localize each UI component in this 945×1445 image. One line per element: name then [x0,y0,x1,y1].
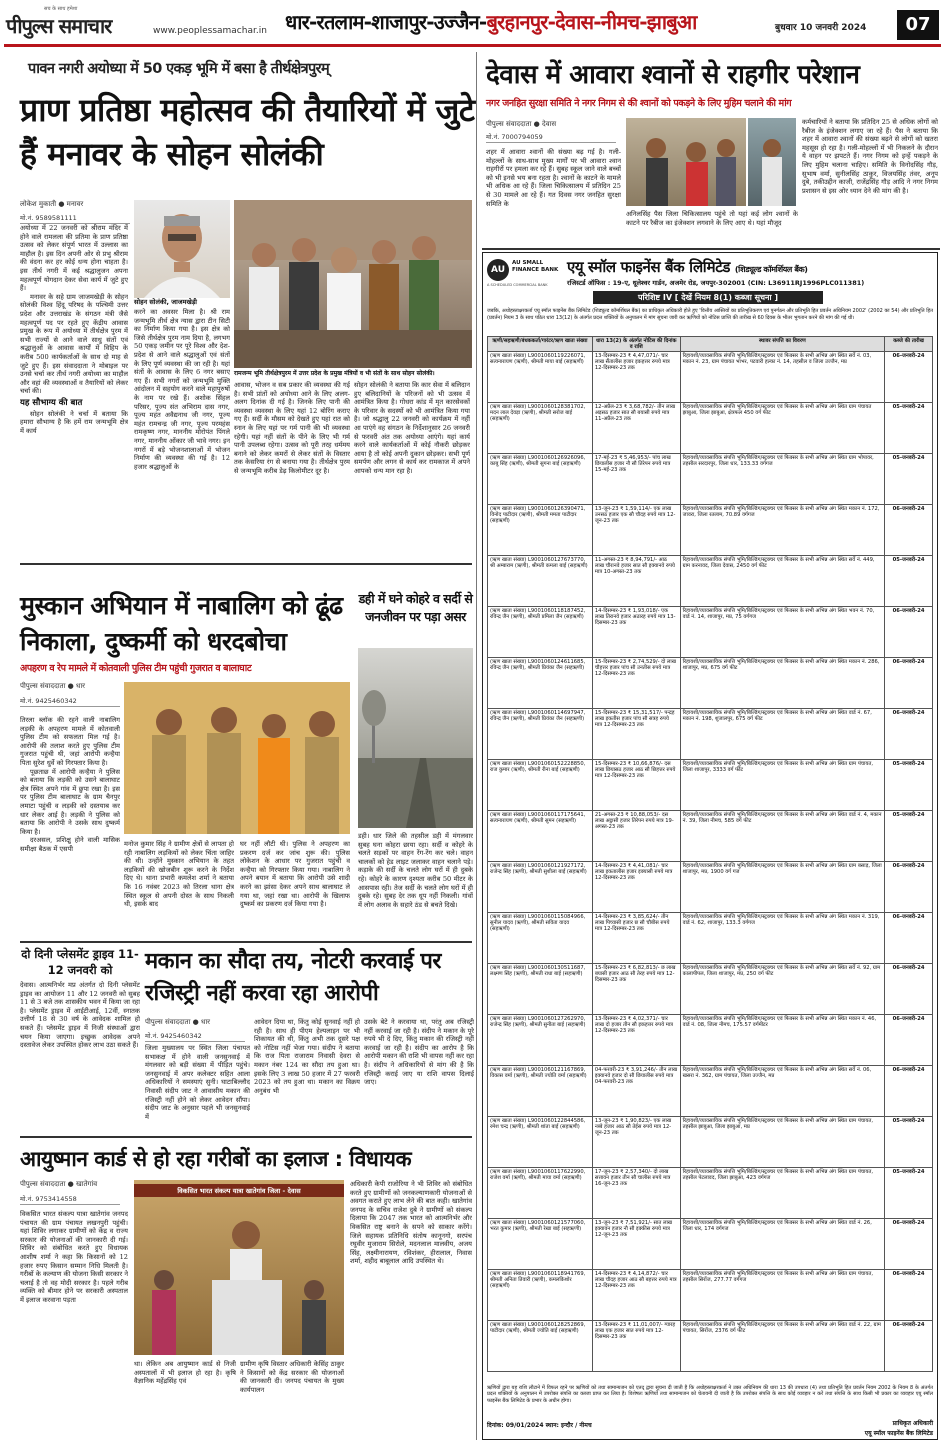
notice-table-row [488,1219,933,1270]
notice-intro: जबकि, अधोहस्ताक्षरकर्ता एयू स्मॉल फाइनेंस बैंक लिमिटेड (शिड्यूल्ड कॉमर्शियल बैंक) का प्राधिकृत अधिकारी होते हुए 'वित्तीय आस्तियों का प्रतिभूतिकरण एवं पुनर्गठन और प्रतिभूति हित प्रवर्तन अधिनियम 2002' (2002 का 54) और प्रतिभूति हित (प्रवर्तन) नियम 3 के साथ पठित धारा 13(12) के अंतर्गत प्रदत्त शक्तियों के अनुपालन में मांग सूचना जारी कर ऋणियों को नोटिस प्राप्ति की तारीख से 60 दिवस के भीतर भुगतान करने की मांग की गई थी। [487,308,933,321]
notice-cell-property: रिहायशी/व्यावसायिक संपत्ति भूमि/बिल्डिंग/स्ट्रक्चर एवं फिक्सर के सभी अभिन्न अंग स्थित ग्राम पंचायत, तहसील सिरोंज, 277.77 वर्गगज [680,1270,884,1321]
notice-cell-borrower: (ऋण खाता संख्या) L9001060121577060, भरत कुमार (ऋणी), श्रीमती रेखा बाई (सहऋणी) [488,1219,593,1270]
notice-cell-property: रिहायशी/व्यावसायिक संपत्ति भूमि/बिल्डिंग/स्ट्रक्चर एवं फिक्सर के सभी अभिन्न अंग स्थित मकान नं. 319, वार्ड नं. 62, शाजापुर, 133.3 वर्गगज [680,913,884,964]
notice-cell-date: 06-जनवरी-24 [885,1219,933,1270]
notice-table-header [488,337,933,352]
logo-tagline: सच के साथ हमेशा [44,6,78,12]
story2-hospital-photo [748,118,796,206]
notice-cell-property: रिहायशी/व्यावसायिक संपत्ति भूमि/बिल्डिंग/स्ट्रक्चर एवं फिक्सर के सभी अभिन्न अंग स्थित भवन नं. 70, वार्ड नं. 14, शाजापुर, मप्र, 75 वर्गगज [680,607,884,658]
story2-col1: शहर में आवारा श्वानों की संख्या बढ़ गई है। गली-मोहल्लों के साथ-साथ मुख्य मार्गों पर भी आवारा श्वान राहगीरों पर हमला कर रहे हैं। सुबह स्कूल जाने वाले बच्चों को भी इनसे भय बना रहता है। श्वानों के काटने के मामले भी अधिक आ रहे हैं। जिला चिकित्सालय में प्रतिदिन 25 से 30 मामले आ रहे हैं। गत दिवस नगर जनहित सुरक्षा समिति के [486,148,621,208]
notice-cell-property: रिहायशी/व्यावसायिक संपत्ति भूमि/बिल्डिंग/स्ट्रक्चर एवं फिक्सर के सभी अभिन्न अंग स्थित ग्राम पंचायत, तहसील झाबुआ, जिला झाबुआ, मप्र [680,1117,884,1168]
notice-signatory: प्राधिकृत अधिकारी [892,1420,933,1427]
story7-col1: विकसित भारत संकल्प यात्रा खातेगांव जनपद पंचायत की ग्राम पंचायत लखनपुरी पहुंची। यहां शिविर लगाकर ग्रामीणों को केंद्र व राज्य सरकार की योजनाओं की जानकारी दी गई। शिविर को संबोधित करते हुए विधायक आशीष शर्मा ने कहा कि किसानों को 12 हजार रुपए किसान सम्मान निधि मिलती है। गरीबों के कल्याण की योजना किसी सरकार ने चलाई है तो वह मोदी सरकार है। पहले गरीब व्यक्ति को बीमार होने पर सरकारी अस्पताल में इलाज करवाना पड़ता [20,1210,128,1304]
story3-col1-para3: दरअसल, प्रशिक्षु होने वाली मासिक समीक्षा बैठक में एसपी [20,836,120,853]
logo-text: पीपुल्स समाचार [6,14,112,38]
notice-table-row [488,1270,933,1321]
notice-cell-property: रिहायशी/व्यावसायिक संपत्ति भूमि/बिल्डिंग/स्ट्रक्चर एवं फिक्सर के सभी अभिन्न अंग स्थित ग्राम भोपावर, तहसील सरदारपुर, जिला धार, 133.33 वर्गगज [680,454,884,505]
story1-mobile: मो.नं. 9589581111 [20,213,130,224]
story4-text: डही। धार जिले की तहसील डही में मंगलवार सुबह घना कोहरा छाया रहा। सर्दी व कोहरे के चलते सड़कों पर वाहन रेंग-रेंग कर चले। वाहन चालकों को हेड लाइट जलाकर वाहन चलाने पड़े। कड़ाके की सर्दी के चलते लोग घरों में ही दुबके रहे। कोहरे के कारण दृश्यता करीब 50 मीटर के आसपास रही। तेज सर्दी के चलते लोग घरों में ही दुबके रहे। सुबह देर तक धूप नहीं निकली। गांवों में लोग अलाव के सहारे ठंड से बचते दिखे। [358,832,473,909]
notice-cell-borrower: (ऋण खाता संख्या) L9001060117622990, राजेश वर्मा (ऋणी), श्रीमती माया वर्मा (सहऋणी) [488,1168,593,1219]
notice-cell-date: 06-जनवरी-24 [885,1066,933,1117]
divider-story1 [20,563,472,565]
story1-col1 [20,224,128,524]
story6-col1: जिला मुख्यालय पर स्थित जिला पंचायत सभाकक्ष में होने वाली जनसुनवाई में मंगलवार को बड़ी संख्या में पीड़ित पहुंचे। जनसुनवाई में अपर कलेक्टर सहित आला अधिकारियों ने समस्याएं सुनी। घाटाबिल्लौद निवासी संदीप जाट ने आवासीय मकान की रजिस्ट्री नहीं होने को लेकर आवेदन सौंपा। संदीप जाट के अनुसार पहले भी जनसुनवाई में [145,1044,250,1121]
story1-kicker: पावन नगरी अयोध्या में 50 एकड़ भूमि में बसा है तीर्थक्षेत्रपुरम् [28,61,330,77]
story3-headline: मुस्कान अभियान में नाबालिग को ढूंढ निकाला, दुष्कर्मी को धरदबोचा [20,591,343,656]
masthead [0,0,945,46]
story3-col3: घर नहीं लौटी थी। पुलिस ने अपहरण का प्रकरण दर्ज कर जांच शुरू की। पुलिस लोकेशन के आधार पर गुजरात पहुंची व कन्हैया को गिरफ्तार किया गया। नाबालिग ने अपने बयान में बताया कि आरोपी उसे शादी करने का झांसा देकर अपने साथ बालाघाट ले गया था, जहां रखा था। आरोपी के खिलाफ दुष्कर्म का प्रकरण दर्ज किया गया है। [240,840,350,909]
notice-table-row [488,352,933,403]
notice-table-row [488,1015,933,1066]
story2-byline: पीपुल्स संवाददाता ● देवास [486,120,557,128]
notice-section: परिशिष्ट IV [ देखें नियम 8(1) कब्जा सूचना ] [593,291,823,304]
notice-cell-property: रिहायशी/व्यावसायिक संपत्ति भूमि/बिल्डिंग/स्ट्रक्चर एवं फिक्सर के सभी अभिन्न अंग स्थित वार्ड नं. 4, मकान नं. 39, जिला नीमच, 585 वर्ग फीट [680,811,884,862]
story2-headline: देवास में आवारा श्वानों से राहगीर परेशान [486,60,860,90]
masthead-cities [285,8,697,35]
notice-cell-borrower: (ऋण खाता संख्या) L9001060114697947, रविन्द्र जैन (ऋणी), श्रीमती प्रियंका जैन (सहऋणी) [488,709,593,760]
notice-cell-borrower: (ऋण खाता संख्या) L9001060121927172, राजेन्द्र सिंह (ऋणी), श्रीमती सुशीला बाई (सहऋणी) [488,862,593,913]
divider-story2 [482,248,940,250]
notice-cell-date: 06-जनवरी-24 [885,658,933,709]
notice-title [567,257,935,277]
notice-cell-notice: 15-दिसम्बर-23 ₹ 2,74,529/- दो लाख चौहत्तर हजार पांच सौ उनतीस रुपये मात्र 12-दिसम्बर-23 तक [592,658,680,709]
notice-col-notice: धारा 13(2) के अंतर्गत नोटिस की दिनांक व राशि [592,337,680,352]
story7-col2: था। लेकिन अब आयुष्मान कार्ड से निजी अस्पतालों में भी इलाज हो रहा है। कृषि वैज्ञानिक महेंद्रसिंह एवं [134,1360,236,1386]
story5-text: देवास। आत्मनिर्भर मप्र अंतर्गत दो दिनी प्लेसमेंट ड्राइव का आयोजन 11 और 12 जनवरी को सुबह 11 से 3 बजे तक शासकीय भवन में किया जा रहा है। प्लेसमेंट ड्राइव में आईटीआई, 12वीं, स्नातक उत्तीर्ण 18 से 30 वर्ष के आवेदक शामिल हो सकते हैं। प्लेसमेंट ड्राइव में निजी संस्थाओं द्वारा चयन किया जाएगा। इच्छुक आवेदक अपने दस्तावेज लेकर उपस्थित होकर लाभ उठा सकते हैं। [20,981,140,1050]
notice-cell-borrower: (ऋण खाता संख्या) L9001060124611685, रविन्द्र जैन (ऋणी), श्रीमती प्रियंका जैन (सहऋणी) [488,658,593,709]
notice-cell-notice: 12-अप्रैल-23 ₹ 3,68,782/- तीन लाख अड़सठ हजार सात सौ बयासी रुपये मात्र 11-अप्रैल-23 तक [592,403,680,454]
story7-col4: ग्रामीण कृषि विस्तार अधिकारी केसिंह ठाकुर ने किसानों को केंद्र सरकार की योजनाओं की जानकारी दी। जनपद पंचायत के मुख्य कार्यपालन [240,1360,344,1394]
notice-cell-notice: 13-दिसम्बर-23 ₹ 4,47,071/- चार लाख सैंतालीस हजार इकहत्तर रुपये मात्र 12-दिसम्बर-23 तक [592,352,680,403]
notice-table-row [488,811,933,862]
notice-logo [487,257,565,287]
notice-cell-borrower: (ऋण खाता संख्या) L9001060127673770, श्री अम्बाराम (ऋणी), श्रीमती कमला बाई (सहऋणी) [488,556,593,607]
notice-cell-borrower: (ऋण खाता संख्या) L9001060121167869, विकास वर्मा (ऋणी), श्रीमती ज्योति वर्मा (सहऋणी) [488,1066,593,1117]
story1-col2: करने का अवसर मिला है। श्री राम जन्मभूमि तीर्थ क्षेत्र न्यास द्वारा टीन सिटी का निर्माण किया गया है। इस क्षेत्र को जिसे तीर्थक्षेत्र पुरम नाम दिया है, लगभग 50 एकड़ जमीन पर पूरे विश्व और देश-प्रदेश से आने वाले श्रद्धालुओं एवं संतों के लिए पूर्ण व्यवस्था की जा रही है। यहां संतों के आवास के लिए 6 नगर बसाए गए हैं। सभी नगरों को जन्मभूमि मुक्ति आंदोलन में सहयोग करने वाले महापुरुषों के नाम पर रखे हैं। अशोक सिंहल परिसर, पूज्य संत अभिराम दास नगर, पूज्य महंत अवैद्यनाथ जी नगर, पूज्य महंत रामचन्द्र जी नगर, पूज्य परमहंस रामकृष्ण नगर, माननीय मोरोपंत पिंगले नगर, माननीय ओंकार जी भावे नगर। इन नगरों में बड़े भोजनशालाओं में भोजन निर्माण की व्यवस्था की गई है। 12 हजार श्रद्धालुओं के [134,308,230,471]
story2-dog-photo [626,118,746,206]
story7-headline: आयुष्मान कार्ड से हो रहा गरीबों का इलाज : विधायक [20,1147,412,1171]
notice-col-date: कब्जे की तारीख [885,337,933,352]
notice-cell-notice: 13-जून-23 ₹ 7,51,921/- सात लाख इक्यावन हजार नौ सौ इक्कीस रुपये मात्र 12-जून-23 तक [592,1219,680,1270]
notice-cell-date: 06-जनवरी-24 [885,352,933,403]
story3-mobile: मो.नं. 9425460342 [20,696,120,707]
notice-cell-date: 06-जनवरी-24 [885,964,933,1015]
notice-cell-date: 06-जनवरी-24 [885,1321,933,1372]
notice-cell-date: 06-जनवरी-24 [885,862,933,913]
story3-police-photo [124,682,350,834]
notice-cell-notice: 14-दिसम्बर-23 ₹ 4,41,081/- चार लाख इकतालीस हजार इक्यासी रुपये मात्र 12-दिसम्बर-23 तक [592,862,680,913]
notice-table-row [488,913,933,964]
story1-col3: आवास, भोजन व सब प्रकार की व्यवस्था की गई है। सभी प्रांतों को अयोध्या आने के लिए अलग-अलग दिनांक दी गई है। जिनके लिए पानी की व्यवस्था व्यवस्था के लिए यहां 12 बोरिंग कराए गए हैं। सर्दी के मौसम को देखते हुए यहां रात को स्नान के लिए यहां पर गर्म पानी की भी व्यवस्था रहेगी। यहां नहीं संतों के पीने के लिए भी गर्म पानी उपलब्ध रहेगा। उत्सव को पूरी तरह धर्ममय बनाने को लेकर कमरों से लेकर संतों के विस्तार तक केसरिया रंग से बनाया गया है। तीर्थक्षेत्र पुरम से जन्मभूमि करीब डेढ़ किलोमीटर दूर है। [234,381,350,475]
notice-cell-date: 06-जनवरी-24 [885,709,933,760]
notice-cell-date: 06-जनवरी-24 [885,505,933,556]
story7-mobile: मो.नं. 9753414558 [20,1194,120,1205]
notice-cell-property: रिहायशी/व्यावसायिक संपत्ति भूमि/बिल्डिंग/स्ट्रक्चर एवं फिक्सर के सभी अभिन्न अंग स्थित वार्ड नं. 26, जिला धार, 174 वर्गगज [680,1219,884,1270]
notice-table-row [488,454,933,505]
story1-col1-para1: अयोध्या में 22 जनवरी को श्रीराम मंदिर में होने वाले रामलला की प्रतिमा के प्राण प्रतिष्ठा उत्सव को लेकर संपूर्ण भारत में उल्लास का माहौल है। इस दिन अपनी ओर से प्रभु श्रीराम की वंदना कर हर कोई धन्य होना चाहता है। इस तीर्थ नगरी में कई श्रद्धालुजन अपना महत्वपूर्ण योगदान देकर सेवा कार्य में जुटे हुए हैं। [20,224,128,293]
notice-cell-date: 05-जनवरी-24 [885,1117,933,1168]
story7-col3: अधिकारी केपी राजोरिया ने भी शिविर को संबोधित करते हुए ग्रामीणों को जनकल्याणकारी योजनाओं से अवगत कराते हुए लाभ लेने की बात कही। खातेगांव जनपद के सचिव राजेश दुबे ने ग्रामीणों को संकल्प दिलाया कि 2047 तक भारत को आत्मनिर्भर और विकसित राष्ट्र बनाने के सपने को साकार करेंगे। जिले सहायक प्रतिनिधि संतोष कानूनगो, सरपंच रघुवीर मुजाराम सिरोले, मदनलाल मालवीय, अजय सिंह, लक्ष्मीनारायण, रविशंकर, हीरालाल, निवास शर्मा, शहीद बाबूलाल आदि उपस्थित थे। [350,1180,472,1266]
notice-cell-date: 05-जनवरी-24 [885,760,933,811]
cities-part-a: धार-रतलाम-शाजापुर-उज्जैन- [285,10,487,34]
notice-cell-property: रिहायशी/व्यावसायिक संपत्ति भूमि/बिल्डिंग/स्ट्रक्चर एवं फिक्सर के सभी अभिन्न अंग स्थित सर्वे नं. 449, ग्राम करनावद, जिला देवास, 2450 वर्ग फीट [680,556,884,607]
notice-cell-borrower: (ऋण खाता संख्या) L9001060127262970, राजेन्द्र सिंह (ऋणी), श्रीमती सुनीता बाई (सहऋणी) [488,1015,593,1066]
notice-cell-borrower: (ऋण खाता संख्या) L9001060118941769, श्रीमती अनिता तिवारी (ऋणी), कमलकिशोर (सहऋणी) [488,1270,593,1321]
notice-cell-notice: 13-दिसम्बर-23 ₹ 4,02,371/- चार लाख दो हजार तीन सौ इकहत्तर रुपये मात्र 12-दिसम्बर-23 तक [592,1015,680,1066]
notice-logo-tagline: A SCHEDULED COMMERCIAL BANK [487,283,548,287]
notice-cell-date: 06-जनवरी-24 [885,1015,933,1066]
notice-table-row [488,862,933,913]
notice-cell-date: 06-जनवरी-24 [885,913,933,964]
notice-cell-property: रिहायशी/व्यावसायिक संपत्ति भूमि/बिल्डिंग/स्ट्रक्चर एवं फिक्सर के सभी अभिन्न अंग स्थित ग्राम पंचायत, जिला शाजापुर, 3333 वर्ग फीट [680,760,884,811]
notice-cell-property: रिहायशी/व्यावसायिक संपत्ति भूमि/बिल्डिंग/स्ट्रक्चर एवं फिक्सर के सभी अभिन्न अंग स्थित मकान नं. 46, वार्ड नं. 08, जिला नीमच, 175.57 वर्गमीटर [680,1015,884,1066]
notice-cell-borrower: (ऋण खाता संख्या) L9001060128381702, मदन लाल देवड़ा (ऋणी), श्रीमती सरोज बाई (सहऋणी) [488,403,593,454]
divider-story3 [20,941,472,943]
story6-mobile: मो.नं. 9425460342 [145,1031,245,1042]
notice-table-row [488,403,933,454]
notice-cell-date: 06-जनवरी-24 [885,1270,933,1321]
notice-cell-property: रिहायशी/व्यावसायिक संपत्ति भूमि/बिल्डिंग/स्ट्रक्चर एवं फिक्सर के सभी अभिन्न अंग स्थित सर्वे नं. 92, ग्राम कालापीपल, जिला शाजापुर, मप्र, 250 वर्ग फीट [680,964,884,1015]
notice-cell-property: रिहायशी/व्यावसायिक संपत्ति भूमि/बिल्डिंग/स्ट्रक्चर एवं फिक्सर के सभी अभिन्न अंग स्थित सर्वे नं. 06, खसरा नं. 362, ग्राम पंचायत, जिला उज्जैन, मप्र [680,1066,884,1117]
masthead-logo [4,6,149,36]
notice-title-sub: (शिड्यूल्ड कॉमर्शियल बैंक) [734,265,808,274]
notice-footer: ऋणियों द्वारा यह राशि लौटाने में विफल रहने पर ऋणियों को तथा सामान्यजन को एतद् द्वारा सूचना दी जाती है कि अधोहस्ताक्षरकर्ता ने उक्त अधिनियम की धारा 13 की उपधारा (4) तथा प्रतिभूति हित प्रवर्तन नियम 2002 के नियम 8 के अंतर्गत प्रदत्त शक्तियों के अनुपालन में उपरोक्त संपत्ति का कब्जा प्राप्त कर लिया है। विशेषतः ऋणियों तथा सामान्यजन को चेतावनी दी जाती है कि उपरोक्त संपत्ति के साथ कोई व्यवहार न करें तथा संपत्ति के साथ किसी भी प्रकार का व्यवहार एयू स्मॉल फाइनेंस बैंक लिमिटेड के प्रभार के अधीन होगा। [487,1385,933,1404]
notice-office: रजिस्टर्ड ऑफिस : 19-ए, धूलेश्वर गार्डन, अजमेर रोड, जयपुर-302001 (CIN: L36911RJ1996PLC011381) [567,279,865,287]
notice-cell-notice: 15-दिसम्बर-23 ₹ 10,66,876/- दस लाख छियासठ हजार आठ सौ छिहत्तर रुपये मात्र 12-दिसम्बर-23 तक [592,760,680,811]
story1-group-caption: रामजन्म भूमि तीर्थक्षेत्रपुरम में उत्तर प्रदेश के प्रमुख मंत्रियों व भी संतों के साथ सोहन सोलंकी। [234,370,435,377]
notice-cell-notice: 13-दिसम्बर-23 ₹ 11,01,007/- ग्यारह लाख एक हजार सात रुपये मात्र 12-दिसम्बर-23 तक [592,1321,680,1372]
story1-col1-para2: मनावर के सहे ग्राम जाजमखेड़ी के सोहन सोलंकी विश्व हिंदू परिषद के पश्चिमी उत्तर प्रदेश और उत्तराखंड के संगठन मंत्री जैसे महत्वपूर्ण पद पर रहते हुए केंद्रीय आवास प्रमुख के रूप में अयोध्या में तीर्थक्षेत्र पुरम में सभी राज्यों से आने वाले साधु संतों एवं श्रद्धालुओं के आवास कार्यों में विहिप के करीब 500 कार्यकर्ताओं के साथ दो माह से जुटे हुए हैं। इस संवाददाता ने मोबाइल पर उनसे चर्चा कर तीर्थ नगरी अयोध्या का माहौल और वहां की व्यवस्थाओं व तैयारियों को लेकर चर्चा की। [20,292,128,396]
masthead-date: बुधवार 10 जनवरी 2024 [775,23,867,33]
notice-cell-notice: 17-मई-23 ₹ 5,46,953/- पांच लाख छियालीस हजार नौ सौ तिरेपन रुपये मात्र 15-मई-23 तक [592,454,680,505]
story7-event-photo [134,1180,344,1355]
divider-story6 [20,1136,472,1138]
notice-cell-date: 05-जनवरी-24 [885,556,933,607]
notice-table-row [488,1066,933,1117]
column-divider [476,52,477,1440]
story3-col1-para1: तिरला ब्लॉक की रहने वाली नाबालिग लड़की के अपहरण मामले में कोतवाली पुलिस टीम को सफलता मिल गई है। आरोपी की तलाश करते हुए पुलिस टीम गुजरात पहुंची थी, जहां आरोपी कन्हैया पिता सुरेश धुर्वे को गिरफ्तार किया है। [20,716,120,767]
notice-table-row [488,1168,933,1219]
story3-byline: पीपुल्स संवाददाता ● धार [20,682,85,690]
notice-cell-borrower: (ऋण खाता संख्या) L9001060115084966, सुनील यादव (ऋणी), श्रीमती सविता यादव (सहऋणी) [488,913,593,964]
masthead-url: www.peoplessamachar.in [153,26,267,36]
notice-cell-notice: 15-दिसम्बर-23 ₹ 15,31,517/- पन्द्रह लाख इकतीस हजार पांच सौ सत्रह रुपये मात्र 12-दिसम्बर-23 तक [592,709,680,760]
notice-table-row [488,658,933,709]
story3-col1 [20,716,120,936]
notice-cell-borrower: (ऋण खाता संख्या) L9001060119226071, सत्यनारायण (ऋणी), श्रीमती माया बाई (सहऋणी) [488,352,593,403]
cities-part-b: बुरहानपुर-देवास-नीमच-झाबुआ [486,10,697,34]
notice-cell-notice: 17-जून-23 ₹ 2,57,340/- दो लाख सत्तावन हजार तीन सौ चालीस रुपये मात्र 16-जून-23 तक [592,1168,680,1219]
notice-cell-notice: 14-दिसम्बर-23 ₹ 3,85,624/- तीन लाख पिच्यासी हजार छ सौ चौबीस रुपये मात्र 12-दिसम्बर-23 तक [592,913,680,964]
story7-banner-text: विकसित भारत संकल्प यात्रा खातेगांव जिला - देवास [134,1184,344,1197]
story3-subhead: अपहरण व रेप मामले में कोतवाली पुलिस टीम पहुंची गुजरात व बालाघाट [20,663,252,674]
notice-cell-date: 05-जनवरी-24 [885,454,933,505]
story1-byline: लोकेश मुकाती ● मनावर [20,200,84,208]
notice-cell-date: 05-जनवरी-24 [885,811,933,862]
story6-byline: पीपुल्स संवाददाता ● धार [145,1018,210,1026]
notice-cell-property: रिहायशी/व्यावसायिक संपत्ति भूमि/बिल्डिंग/स्ट्रक्चर एवं फिक्सर के सभी अभिन्न अंग स्थित ग्राम बसाड़, जिला शाजापुर, मप्र, 1900 वर्ग गज [680,862,884,913]
notice-col-property: स्थावर संपत्ति का विवरण [680,337,884,352]
story5-headline: दो दिनी प्लेसमेंट ड्राइव 11-12 जनवरी को [21,947,139,977]
notice-cell-property: रिहायशी/व्यावसायिक संपत्ति भूमि/बिल्डिंग/स्ट्रक्चर एवं फिक्सर के सभी अभिन्न अंग स्थित ग्राम पंचायत, तहसील पेटलावद, जिला झाबुआ, 423 वर्गगज [680,1168,884,1219]
notice-cell-borrower: (ऋण खाता संख्या) L9001060126926096, काबू सिंह (ऋणी), श्रीमती सुगना बाई (सहऋणी) [488,454,593,505]
notice-table-row [488,607,933,658]
notice-cell-borrower: (ऋण खाता संख्या) L9001060126390471, विनोद पाटीदार (ऋणी), श्रीमती ममता पाटीदार (सहऋणी) [488,505,593,556]
notice-col-borrower: ऋणी/सहऋणी/बंधककर्ता/गारंटर/ऋण खाता संख्या [488,337,593,352]
story2-mobile: मो.नं. 7000794059 [486,132,616,143]
notice-cell-date: 06-जनवरी-24 [885,607,933,658]
story1-col4: सोहन सोलंकी ने बताया कि कार सेवा में बलिदान हुए बलिदानियों के परिजनों को भी उत्सव में आमंत्रित किया है। गोधरा कांड में मृत कारसेवकों के परिवार के सदस्यों को भी आमंत्रित किया गया है। जो श्रद्धालु 22 जनवरी को कार्यक्रम में नहीं आ पाएंगे वह संगठन के निर्देशानुसार 26 जनवरी से फरवरी अंत तक अयोध्या आएंगे। यहां कार्य करने वाले कार्यकर्ताओं में कोई नौकरी छोड़कर आया है तो कोई अपनी दुकान छोड़कर। सभी पूर्ण समर्पण और लगन से कार्य कर रामकाज में अपने आपको धन्य मान रहा है। [354,381,470,475]
story7-byline: पीपुल्स संवाददाता ● खातेगांव [20,1180,98,1188]
notice-table-row [488,505,933,556]
story2-subhead: नगर जनहित सुरक्षा समिति ने नगर निगम से की श्वानों को पकड़ने के लिए मुहिम चलाने की मांग [486,98,792,109]
masthead-rule [4,44,941,47]
notice-title-main: एयू स्मॉल फाइनेंस बैंक लिमिटेड [567,258,731,276]
notice-cell-notice: 13-जून-23 ₹ 1,90,823/- एक लाख नब्बे हजार आठ सौ तेईस रुपये मात्र 12-जून-23 तक [592,1117,680,1168]
notice-table-row [488,1321,933,1372]
notice-cell-borrower: (ऋण खाता संख्या) L9001060117175641, सत्यनारायण (ऋणी), श्रीमती सुमन (सहऋणी) [488,811,593,862]
notice-table-body [488,352,933,1372]
notice-cell-property: रिहायशी/व्यावसायिक संपत्ति भूमि/बिल्डिंग/स्ट्रक्चर एवं फिक्सर के सभी अभिन्न अंग स्थित मकान नं. 172, जावरा, जिला रतलाम, 70.89 वर्गगज [680,505,884,556]
notice-signatory-bank: एयू स्मॉल फाइनेंस बैंक लिमिटेड [864,1430,933,1437]
notice-cell-property: रिहायशी/व्यावसायिक संपत्ति भूमि/बिल्डिंग/स्ट्रक्चर एवं फिक्सर के सभी अभिन्न अंग स्थित सर्वे नं. 03, मकान नं. 23, ग्राम पंचायत भाभर, पटवारी हल्का नं. 14, तहसील व जिला उज्जैन, मप्र [680,352,884,403]
story2-col2: कर्मचारियों ने बताया कि प्रतिदिन 25 से अधिक लोगों को रैबीज के इंजेक्शन लगाए जा रहे हैं। पैस ने बताया कि शहर में आवारा श्वानों की संख्या बढ़ने से लोगों को खतरा महसूस हो रहा है। गली-मोहल्लों में भी निकलने के दौरान ये वाहन पर झपटते हैं। नगर निगम को इन्हें पकड़ने के लिए मुहिम चलाना चाहिए। समिति के विनोदसिंह गौड़, सुभाष वर्मा, सुनीलसिंह ठाकुर, विजयसिंह तंवर, अनूप दुबे, तकीउद्दीन काजी, राजेंद्रसिंह गौड़ आदि ने नगर निगम प्रशासन से इस ओर ध्यान देने की मांग की है। [802,118,938,195]
page-number: 07 [897,10,939,40]
story1-portrait-photo [134,200,230,298]
notice-cell-borrower: (ऋण खाता संख्या) L9001060130511687, लक्ष्मण सिंह (ऋणी), श्रीमती राधा बाई (सहऋणी) [488,964,593,1015]
notice-table-row [488,760,933,811]
notice-cell-date: 05-जनवरी-24 [885,403,933,454]
notice-logo-mark: AU [487,259,509,281]
notice-cell-notice: 14-दिसम्बर-23 ₹ 1,93,018/- एक लाख तिरानवे हजार अठारह रुपये मात्र 13-दिसम्बर-23 तक [592,607,680,658]
notice-cell-borrower: (ऋण खाता संख्या) L9001060118187452, रविन्द्र जैन (ऋणी), श्रीमती प्रमिला जैन (सहऋणी) [488,607,593,658]
notice-date-place: दिनांक: 09/01/2024 स्थान: इन्दौर / नीमच [487,1422,592,1429]
notice-cell-notice: 14-दिसम्बर-23 ₹ 4,14,872/- चार लाख चौदह हजार आठ सौ बहत्तर रुपये मात्र 12-दिसम्बर-23 तक [592,1270,680,1321]
notice-cell-notice: 13-जून-23 ₹ 1,59,114/- एक लाख उनसठ हजार एक सौ चौदह रुपये मात्र 12-जून-23 तक [592,505,680,556]
notice-cell-notice: 11-अगस्त-23 ₹ 8,94,791/- आठ लाख चौरानवे हजार सात सौ इक्यानवे रुपये मात्र 10-अगस्त-23 तक [592,556,680,607]
notice-cell-notice: 21-अगस्त-23 ₹ 10,88,053/- दस लाख अट्ठासी हजार तिरेपन रुपये मात्र 19-अगस्त-23 तक [592,811,680,862]
story3-col1-para2: पूछताछ में आरोपी कन्हैया ने पुलिस को बताया कि लड़की को उसने बालाघाट क्षेत्र स्थित अपने गांव में छुपा रखा है। इस पर पुलिस टीम बालाघाट के ग्राम चैनपुर लमाटा पहुंची व लड़की को दस्तयाब कर धार लेकर आई है। लड़की ने पुलिस को बताया कि आरोपी ने उसके साथ दुष्कर्म किया है। [20,767,120,836]
notice-cell-borrower: (ऋण खाता संख्या) L9001060128252869, पाटीदार (ऋणी), श्रीमती ज्योति बाई (सहऋणी) [488,1321,593,1372]
notice-table [487,336,933,1372]
story6-headline: मकान का सौदा तय, नोटरी करवाई पर रजिस्ट्री नहीं करवा रहा आरोपी [145,949,441,1006]
notice-table-row [488,709,933,760]
story3-col2: मनोज कुमार सिंह ने ग्रामीण क्षेत्रों से लापता हो रही नाबालिग लड़कियों को लेकर चिंता जाहिर की थी। उन्होंने मुस्कान अभियान के तहत लड़कियों की खोजबीन शुरू करने के निर्देश दिए थे। थाना प्रभारी कमलेश शर्मा ने बताया कि 16 नवंबर 2023 को तिरला थाना क्षेत्र स्थित स्कूल से अपनी दोस्त के साथ निकली थी, इसके बाद [124,840,234,909]
story4-headline: डही में घने कोहरे व सर्दी से जनजीवन पर पड़ा असर [358,591,473,624]
notice-cell-date: 05-जनवरी-24 [885,1168,933,1219]
story1-portrait-caption: सोहन सोलंकी, जाजमखेड़ी [134,298,197,306]
story6-col3: उसके बेटे ने करवाया था, परंतु अब रजिस्ट्री नहीं करवाई जा रही है। संदीप ने मकान के पूरे रुपये भी दे दिए, किंतु मकान की रजिस्ट्री नहीं करवाई जा रही है। संदीप का आरोप है कि आरोपी मकान की राशि भी वापस नहीं कर रहा है। संदीप ने अधिकारियों से मांग की है कि रजिस्ट्री कराई जाए या राशि वापस दिलाई जाए। [364,1018,474,1087]
notice-cell-property: रिहायशी/व्यावसायिक संपत्ति भूमि/बिल्डिंग/स्ट्रक्चर एवं फिक्सर के सभी अभिन्न अंग स्थित मकान नं. 286, शाजापुर, मप्र, 675 वर्ग फीट [680,658,884,709]
story1-subhead: यह सौभाग्य की बात [20,397,83,408]
story4-fog-photo [358,648,473,828]
notice-logo-name: AU SMALL FINANCE BANK [512,260,559,273]
story1-headline: प्राण प्रतिष्ठा महोत्सव की तैयारियों में जुटे हैं मनावर के सोहन सोलंकी [20,91,475,173]
notice-cell-property: रिहायशी/व्यावसायिक संपत्ति भूमि/बिल्डिंग/स्ट्रक्चर एवं फिक्सर के सभी अभिन्न अंग स्थित वार्ड नं. 22, ग्राम पंचायत, सिरोंज, 2376 वर्ग फीट [680,1321,884,1372]
notice-cell-borrower: (ऋण खाता संख्या) L9001060122844586, रमेश चन्द्र (ऋणी), श्रीमती शांता बाई (सहऋणी) [488,1117,593,1168]
story6-col2: आवेदन दिया था, किंतु कोई सुनवाई नहीं हो रही है। साथ ही पीएम हेल्पलाइन पर भी शिकायत की थी, किंतु अभी तक दूसरे पक्ष को नोटिस नहीं भेजा गया। संदीप ने बताया कि राज पिता राजाराम निवासी देवरा से मकान नंबर 124 का सौदा तय हुआ था। इसके लिए 3 लाख 50 हजार में 27 फरवरी 2023 को तय हुआ था। मकान का विक्रय अनुबंध भी [254,1018,360,1095]
notice-cell-property: रिहायशी/व्यावसायिक संपत्ति भूमि/बिल्डिंग/स्ट्रक्चर एवं फिक्सर के सभी अभिन्न अंग स्थित ग्राम पंचायत झाबुआ, जिला झाबुआ, क्षेत्रफल 450 वर्ग फीट [680,403,884,454]
notice-table-row [488,1117,933,1168]
notice-table-row [488,556,933,607]
story2-col-mid: अनिलसिंह पैस जिला चिकित्सालय पहुंचे तो यहां कई लोग श्वानों के काटने पर रैबीज का इंजेक्शन लगवाने के लिए आए थे। यहां मौजूद [626,210,798,227]
story1-col1-para3: सोहन सोलंकी ने चर्चा में बताया कि हमारा सौभाग्य है कि हमें राम जन्मभूमि क्षेत्र में कार्य [20,409,128,436]
notice-cell-notice: 15-दिसम्बर-23 ₹ 6,82,813/- छ लाख बयासी हजार आठ सौ तेरह रुपये मात्र 12-दिसम्बर-23 तक [592,964,680,1015]
notice-cell-borrower: (ऋण खाता संख्या) L9001060152228850, राज कुमार (ऋणी), श्रीमती रीना बाई (सहऋणी) [488,760,593,811]
story1-group-photo [234,200,472,368]
notice-cell-notice: 04-फरवरी-23 ₹ 3,91,246/- तीन लाख इक्यानवे हजार दो सौ छियालीस रुपये मात्र 04-फरवरी-23 तक [592,1066,680,1117]
notice-cell-property: रिहायशी/व्यावसायिक संपत्ति भूमि/बिल्डिंग/स्ट्रक्चर एवं फिक्सर के सभी अभिन्न अंग स्थित वार्ड नं. 67, मकान नं. 198, शुजालपुर, 675 वर्ग फीट [680,709,884,760]
notice-box [482,252,938,1440]
notice-table-row [488,964,933,1015]
